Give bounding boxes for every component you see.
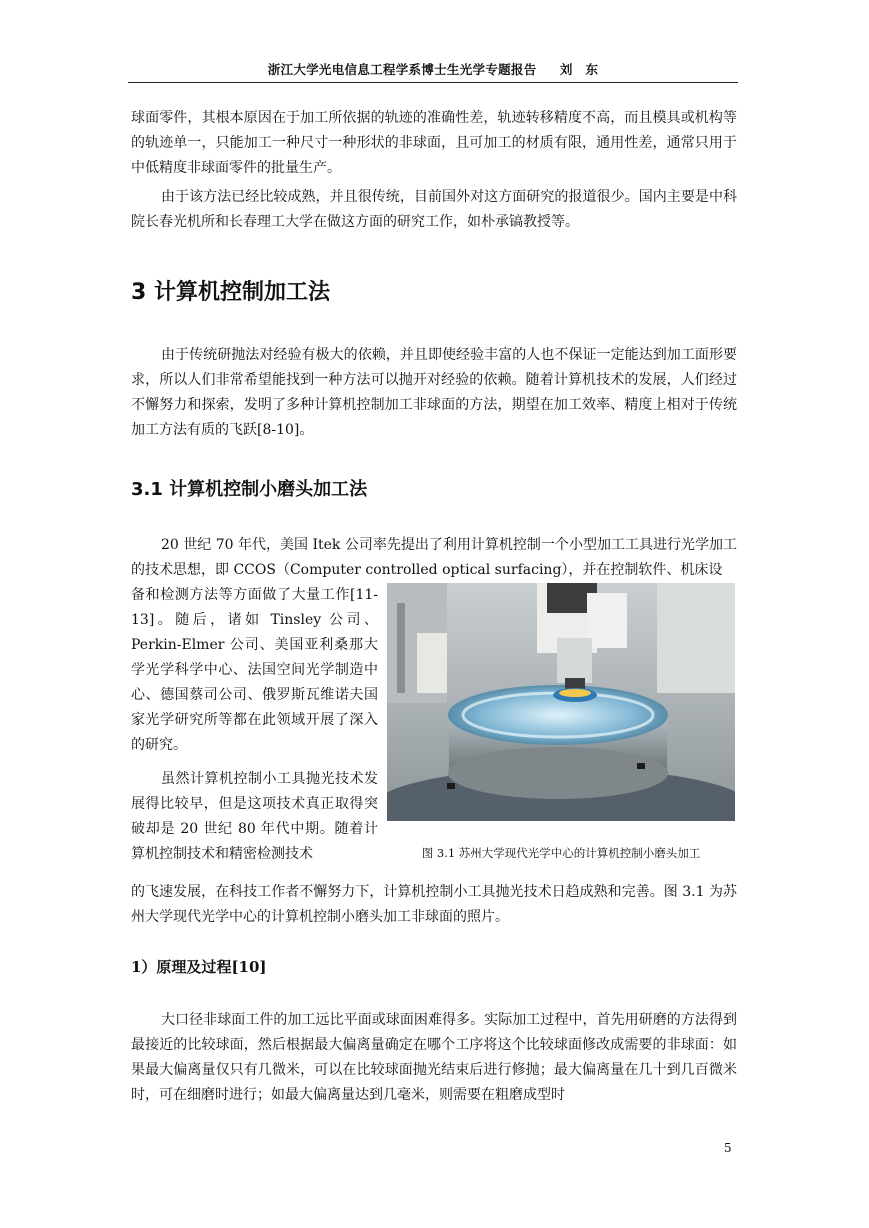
figure-caption: 图 3.1 苏州大学现代光学中心的计算机控制小磨头加工 <box>421 846 701 860</box>
paragraph-3-1-a-wrap: 备和检测方法等方面做了大量工作[11-13]。随后，诸如 Tinsley 公司、Perkin-Elmer 公司、美国亚利桑那大学光学科学中心、法国空间光学制造中心、德国蔡司公司、俄罗斯瓦维诺夫国家光学研究所等都在此领域开展了深入的研究。 <box>131 587 378 753</box>
paragraph-section-3: 由于传统研抛法对经验有极大的依赖，并且即使经验丰富的人也不保证一定能达到加工面形要求，所以人们非常希望能找到一种方法可以抛开对经验的依赖。随着计算机技术的发展，人们经过不懈努力和探索，发明了多种计算机控制加工非球面的方法，期望在加工效率、精度上相对于传统加工方法有质的飞跃[8-10]。 <box>131 347 737 438</box>
paragraph-intro-1: 球面零件，其根本原因在于加工所依据的轨迹的准确性差，轨迹转移精度不高，而且模具或机构等的轨迹单一，只能加工一种尺寸一种形状的非球面，且可加工的材质有限，通用性差，通常只用于中低精度非球面零件的批量生产。 <box>131 110 737 176</box>
running-header <box>128 60 738 78</box>
paragraph-3-1-a-full: 20 世纪 70 年代，美国 Itek 公司率先提出了利用计算机控制一个小型加工工具进行光学加工的技术思想，即 CCOS（Computer controlled optical surfacing），并在控制软件、机床设 <box>131 537 737 578</box>
paragraph-intro-2: 由于该方法已经比较成熟，并且很传统，目前国外对这方面研究的报道很少。国内主要是中科院长春光机所和长春理工大学在做这方面的研究工作，如朴承镐教授等。 <box>131 189 737 230</box>
paragraph-3-1-b-wrap: 虽然计算机控制小工具抛光技术发展得比较早，但是这项技术真正取得突破却是 20 世纪 80 年代中期。随着计算机控制技术和精密检测技术 <box>131 771 378 862</box>
figure-photo-ccos-machine <box>387 583 735 821</box>
section-3-1-heading: 3.1 计算机控制小磨头加工法 <box>131 479 368 500</box>
paragraph-3-1-b-full: 的飞速发展，在科技工作者不懈努力下，计算机控制小工具抛光技术日趋成熟和完善。图 3.1 为苏州大学现代光学中心的计算机控制小磨头加工非球面的照片。 <box>131 884 737 925</box>
header-title: 浙江大学光电信息工程学系博士生光学专题报告 <box>267 62 537 77</box>
page-number: 5 <box>724 1141 732 1155</box>
header-rule <box>128 82 738 83</box>
paragraph-subsection-1: 大口径非球面工件的加工远比平面或球面困难得多。实际加工过程中，首先用研磨的方法得到最接近的比较球面，然后根据最大偏离量确定在哪个工序将这个比较球面修改成需要的非球面：如果最大偏离量仅只有几微米，可以在比较球面抛光结束后进行修抛；最大偏离量在几十到几百微米时，可在细磨时进行；如最大偏离量达到几毫米，则需要在粗磨成型时 <box>131 1012 737 1103</box>
header-author: 刘 东 <box>559 62 599 77</box>
section-3-heading: 3 计算机控制加工法 <box>131 280 330 305</box>
subsection-1-heading: 1）原理及过程[10] <box>131 958 267 976</box>
